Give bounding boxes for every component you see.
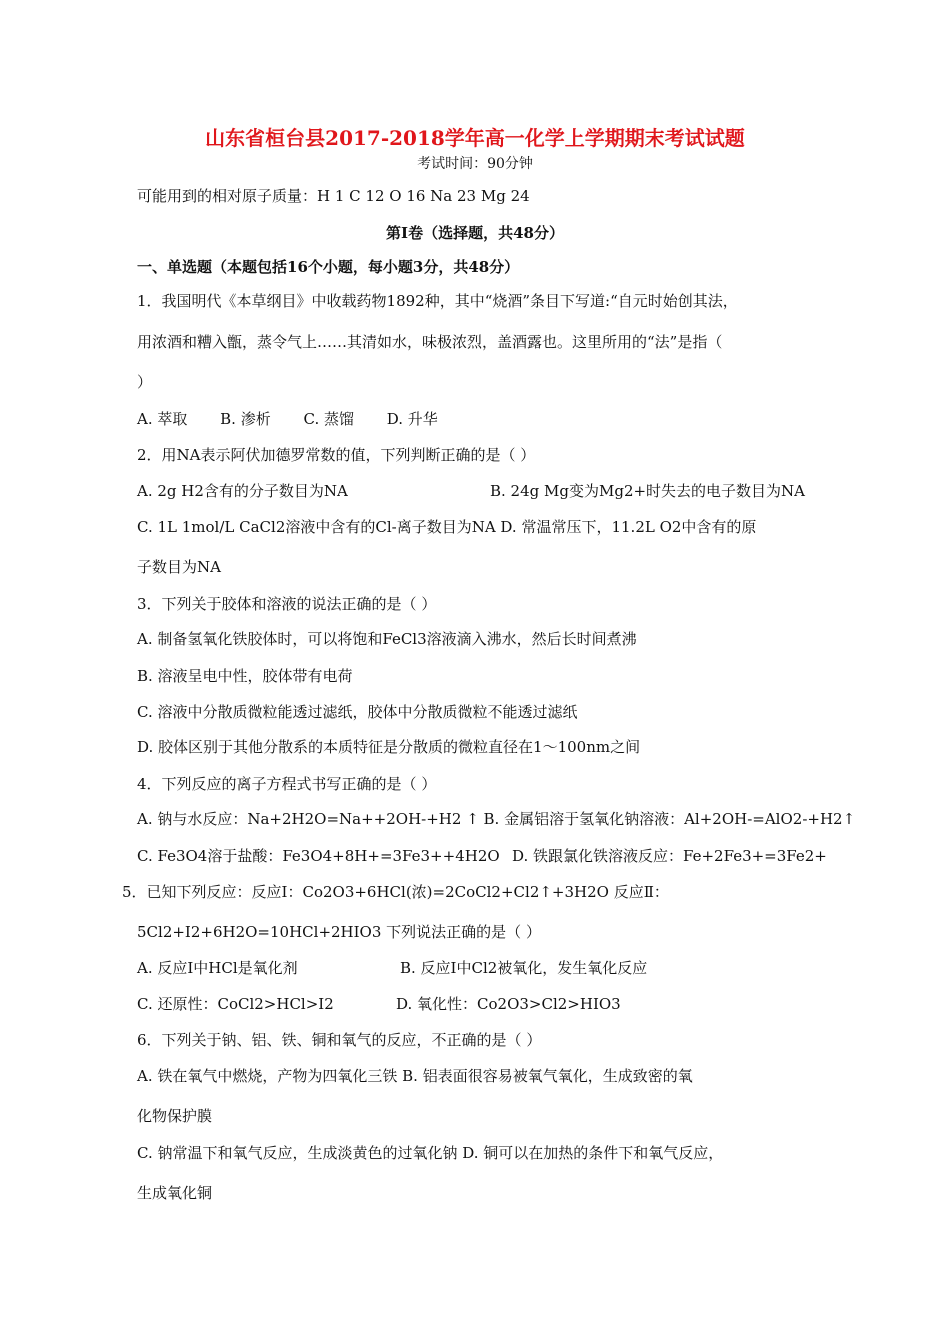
q5-option-d: D. 氧化性：Co2O3>Cl2>HIO3 (396, 995, 621, 1013)
q6-options-cd: C. 钠常温下和氧气反应，生成淡黄色的过氧化钠 D. 铜可以在加热的条件下和氧气反应， (137, 1144, 724, 1162)
q6-option-b-cont: 化物保护膜 (137, 1107, 213, 1125)
q1-option-a: A. 萃取 (137, 410, 188, 428)
q5-option-b: B. 反应Ⅰ中Cl2被氧化，发生氧化反应 (400, 959, 648, 977)
q5-option-c: C. 还原性：CoCl2>HCl>I2 (137, 995, 334, 1013)
q4-stem: 4．下列反应的离子方程式书写正确的是（ ） (137, 775, 437, 793)
q3-option-b: B. 溶液呈电中性，胶体带有电荷 (137, 667, 353, 685)
q1-option-b: B. 渗析 (220, 410, 271, 428)
q1-line1: 1．我国明代《本草纲目》中收载药物1892种，其中“烧酒”条目下写道:“自元时始创其法， (137, 292, 738, 310)
q3-option-c: C. 溶液中分散质微粒能透过滤纸，胶体中分散质微粒不能透过滤纸 (137, 703, 578, 721)
q5-line1: 5．已知下列反应：反应Ⅰ：Co2O3+6HCl(浓)=2CoCl2+Cl2↑+3H2O 反应Ⅱ： (122, 883, 669, 901)
q2-option-b: B. 24g Mg变为Mg2+时失去的电子数目为NA (490, 482, 806, 500)
q6-option-d-cont: 生成氧化铜 (137, 1184, 213, 1202)
q6-stem: 6．下列关于钠、铝、铁、铜和氧气的反应，不正确的是（ ） (137, 1031, 542, 1049)
q2-stem: 2．用NA表示阿伏加德罗常数的值，下列判断正确的是（ ） (137, 446, 536, 464)
exam-title: 山东省桓台县2017-2018学年高一化学上学期期末考试试题 (205, 126, 745, 150)
q1-option-d: D. 升华 (386, 410, 438, 428)
q1-line2: 用浓酒和糟入甑，蒸令气上……其清如水，味极浓烈，盖酒露也。这里所用的“法”是指（ (137, 333, 723, 351)
atomic-masses: 可能用到的相对原子质量：H 1 C 12 O 16 Na 23 Mg 24 (137, 187, 530, 205)
q3-option-d: D. 胶体区别于其他分散系的本质特征是分散质的微粒直径在1～100nm之间 (137, 738, 641, 756)
q4-options-ab: A. 钠与水反应：Na+2H2O=Na++2OH-+H2 ↑ B. 金属铝溶于氢氧化钠溶液：Al+2OH-=AlO2-+H2↑ (137, 810, 856, 828)
q1-line3: ） (137, 373, 153, 391)
q3-stem: 3．下列关于胶体和溶液的说法正确的是（ ） (137, 595, 437, 613)
q1-options (137, 409, 466, 429)
section-title: 第Ⅰ卷（选择题，共48分） (386, 224, 564, 242)
q2-option-d-cont: 子数目为NA (137, 558, 221, 576)
q3-option-a: A. 制备氢氧化铁胶体时，可以将饱和FeCl3溶液滴入沸水，然后长时间煮沸 (137, 630, 637, 648)
q2-option-a: A. 2g H2含有的分子数目为NA (137, 482, 348, 500)
part-title: 一、单选题（本题包括16个小题，每小题3分，共48分） (137, 258, 520, 276)
q4-option-c: C. Fe3O4溶于盐酸：Fe3O4+8H+=3Fe3++4H2O (137, 847, 500, 865)
q2-option-c: C. 1L 1mol/L CaCl2溶液中含有的Cl-离子数目为NA D. 常温常压下，11.2L O2中含有的原 (137, 518, 757, 536)
q6-options-ab: A. 铁在氧气中燃烧，产物为四氧化三铁 B. 铝表面很容易被氧气氧化，生成致密的氧 (137, 1067, 693, 1085)
q1-option-c: C. 蒸馏 (303, 410, 354, 428)
exam-time: 考试时间：90分钟 (417, 156, 533, 172)
q5-line2: 5Cl2+I2+6H2O=10HCl+2HIO3 下列说法正确的是（ ） (137, 923, 541, 941)
q4-option-d: D. 铁跟氯化铁溶液反应：Fe+2Fe3+=3Fe2+ (512, 847, 827, 865)
q5-option-a: A. 反应Ⅰ中HCl是氧化剂 (137, 959, 298, 977)
